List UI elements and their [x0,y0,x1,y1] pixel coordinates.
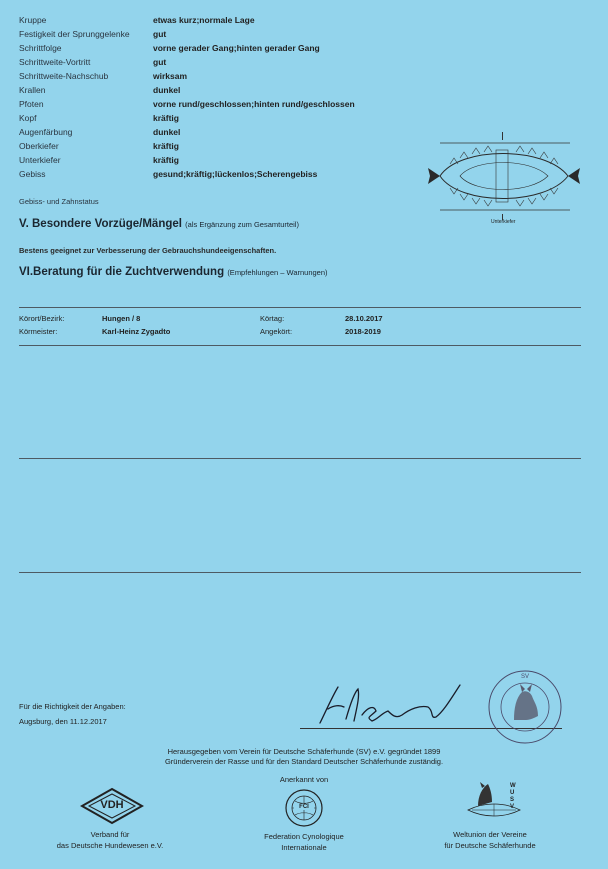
field-value: kräftig [153,155,179,165]
field-label: Augenfärbung [19,127,73,137]
wusv-letter-s: S [510,797,515,803]
wusv-name-1: Weltunion der Vereine [453,830,527,839]
field-label: Unterkiefer [19,155,61,165]
publisher-line-2: Gründerverein der Rasse und für den Standard Deutscher Schäferhunde zuständig. [164,757,444,766]
jaw-diagram [420,128,585,228]
svg-text:SV: SV [520,674,530,680]
seal-logo [486,668,564,746]
wusv-letter-w: W [510,783,516,789]
field-label: Schrittfolge [19,43,62,53]
publisher-line-1: Herausgegeben vom Verein für Deutsche Schäferhunde (SV) e.V. gegründet 1899 [167,747,441,756]
vdh-logo-text: VDH [100,799,124,811]
field-value: dunkel [153,85,181,95]
section-vi-heading [19,266,328,278]
section-vi-subtitle: (Empfehlungen – Warnungen) [227,268,328,277]
field-label: Krallen [19,85,46,95]
field-value: vorne rund/geschlossen;hinten rund/geschlossen [153,99,355,109]
field-value: gut [153,29,167,39]
section-v-text: Bestens geeignet zur Verbesserung der Gebrauchshundeeigenschaften. [19,246,277,255]
field-label: Pfoten [19,99,44,109]
wusv-letter-u: U [510,790,515,796]
place-date: Augsburg, den 11.12.2017 [19,717,107,726]
field-value: kräftig [153,113,179,123]
fci-name-1: Federation Cynologique [264,832,344,841]
koer-angekoert-value: 2018-2019 [345,327,381,336]
field-label: Oberkiefer [19,141,59,151]
field-value: dunkel [153,127,181,137]
divider [19,307,581,308]
field-label: Kruppe [19,15,47,25]
fci-name-2: Internationale [281,843,327,852]
recognized-label: Anerkannt von [279,775,329,784]
koer-tag-label: Körtag: [260,314,285,323]
field-label: Festigkeit der Sprunggelenke [19,29,130,39]
field-value: etwas kurz;normale Lage [153,15,255,25]
field-label: Gebiss [19,169,46,179]
fci-logo-text: FCI [294,804,314,810]
field-value: kräftig [153,141,179,151]
section-v-heading [19,218,299,230]
field-value: vorne gerader Gang;hinten gerader Gang [153,43,320,53]
field-label: Schrittweite-Nachschub [19,71,109,81]
divider [19,458,581,459]
vdh-name-1: Verband für [90,830,130,839]
vdh-name-2: das Deutsche Hundewesen e.V. [56,841,164,850]
koer-angekoert-label: Angekört: [260,327,293,336]
koer-tag-value: 28.10.2017 [345,314,383,323]
jaw-diagram-caption: Unterkiefer [491,219,516,225]
field-value: gesund;kräftig;lückenlos;Scherengebiss [153,169,318,179]
koer-ort-label: Körort/Bezirk: [19,314,65,323]
field-value: wirksam [153,71,188,81]
signature [310,675,470,735]
divider [19,572,581,573]
wusv-letters [510,783,520,811]
divider [19,345,581,346]
wusv-name-2: für Deutsche Schäferhunde [444,841,536,850]
field-label: Kopf [19,113,37,123]
koer-ort-value: Hungen / 8 [102,314,141,323]
field-label: Schrittweite-Vortritt [19,57,91,67]
section-vi-title: VI.Beratung für die Zuchtverwendung [19,266,225,278]
section-v-subtitle: (als Ergänzung zum Gesamturteil) [185,220,299,229]
wusv-letter-v: V [510,804,515,810]
koer-meister-value: Karl-Heinz Zygadto [102,327,171,336]
field-value: gut [153,57,167,67]
section-v-title: V. Besondere Vorzüge/Mängel [19,218,182,230]
koer-meister-label: Körmeister: [19,327,58,336]
teeth-status-label: Gebiss- und Zahnstatus [19,197,99,206]
correctness-label: Für die Richtigkeit der Angaben: [19,702,126,711]
